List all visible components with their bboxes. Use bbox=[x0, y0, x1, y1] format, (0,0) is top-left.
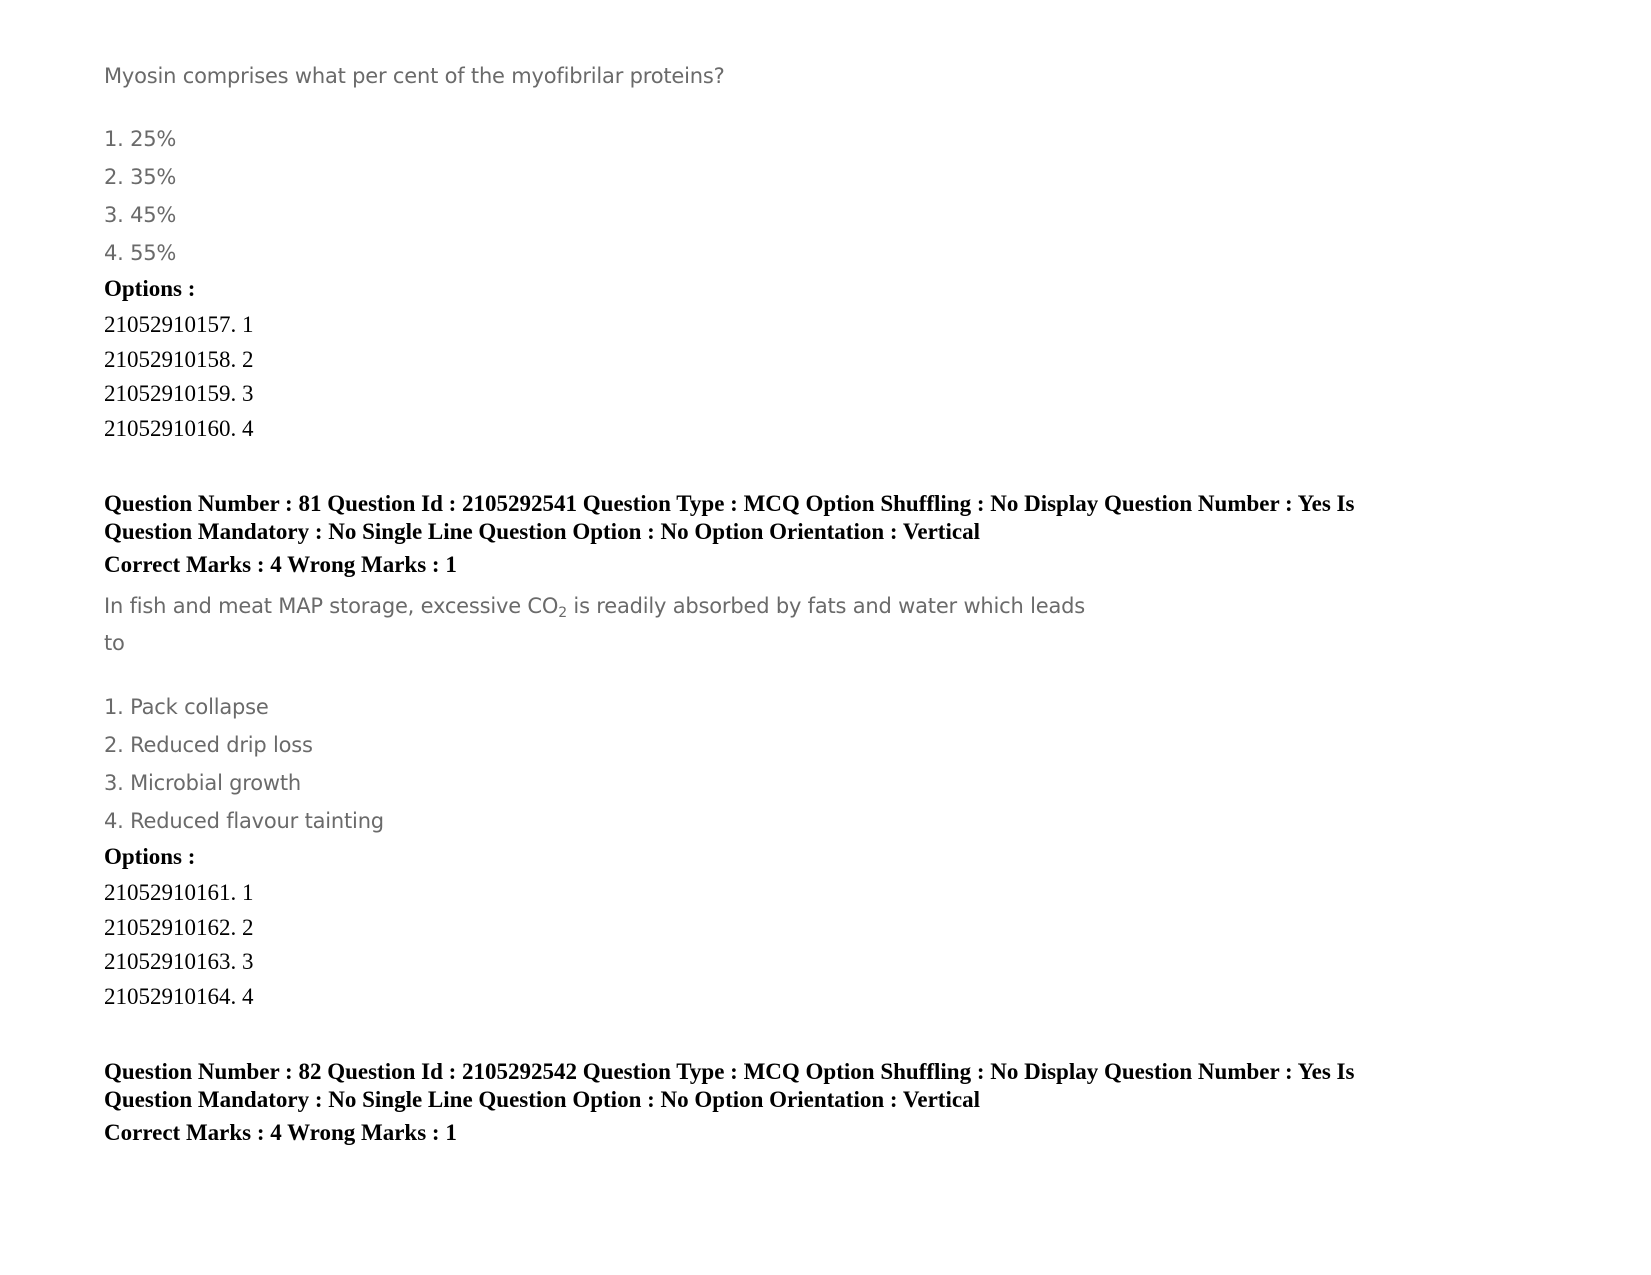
question-meta-line: Question Mandatory : No Single Line Question Option : No Option Orientation : Vertical bbox=[104, 1087, 980, 1112]
question-meta bbox=[104, 1058, 1544, 1114]
question-text-part: is readily absorbed by fats and water which leads bbox=[566, 594, 1085, 618]
choice-item: 1. 25% bbox=[104, 127, 177, 151]
option-id-item: 21052910158. 2 bbox=[104, 346, 254, 372]
question-text-continuation: to bbox=[104, 631, 125, 655]
option-id-item: 21052910161. 1 bbox=[104, 880, 254, 905]
option-id-item: 21052910162. 2 bbox=[104, 914, 254, 940]
question-text bbox=[104, 594, 1085, 621]
option-id-item: 21052910157. 1 bbox=[104, 312, 254, 337]
choice-list bbox=[104, 120, 176, 272]
question-meta-line: Question Number : 82 Question Id : 2105292542 Question Type : MCQ Option Shuffling : No Display Question Number : Yes Is bbox=[104, 1059, 1355, 1084]
question-text: Myosin comprises what per cent of the myofibrilar proteins? bbox=[104, 64, 725, 88]
choice-item: 4. Reduced flavour tainting bbox=[104, 809, 384, 833]
option-id-item: 21052910160. 4 bbox=[104, 415, 254, 441]
marks-line: Correct Marks : 4 Wrong Marks : 1 bbox=[104, 1120, 457, 1145]
subscript: 2 bbox=[558, 605, 567, 621]
question-meta-line: Question Mandatory : No Single Line Question Option : No Option Orientation : Vertical bbox=[104, 519, 980, 544]
choice-item: 4. 55% bbox=[104, 241, 177, 265]
choice-item: 2. Reduced drip loss bbox=[104, 733, 313, 757]
choice-item: 3. 45% bbox=[104, 203, 177, 227]
question-text-part: In fish and meat MAP storage, excessive CO bbox=[104, 594, 559, 618]
choice-item: 2. 35% bbox=[104, 165, 177, 189]
options-label: Options : bbox=[104, 844, 196, 869]
choice-item: 3. Microbial growth bbox=[104, 771, 302, 795]
question-meta bbox=[104, 490, 1544, 546]
choice-list bbox=[104, 688, 384, 840]
option-id-list bbox=[104, 876, 254, 1014]
options-label: Options : bbox=[104, 276, 196, 301]
choice-item: 1. Pack collapse bbox=[104, 695, 269, 719]
question-meta-line: Question Number : 81 Question Id : 2105292541 Question Type : MCQ Option Shuffling : No Display Question Number : Yes Is bbox=[104, 491, 1355, 516]
option-id-list bbox=[104, 308, 254, 446]
marks-line: Correct Marks : 4 Wrong Marks : 1 bbox=[104, 552, 457, 577]
option-id-item: 21052910163. 3 bbox=[104, 949, 254, 974]
option-id-item: 21052910164. 4 bbox=[104, 983, 254, 1009]
option-id-item: 21052910159. 3 bbox=[104, 381, 254, 406]
